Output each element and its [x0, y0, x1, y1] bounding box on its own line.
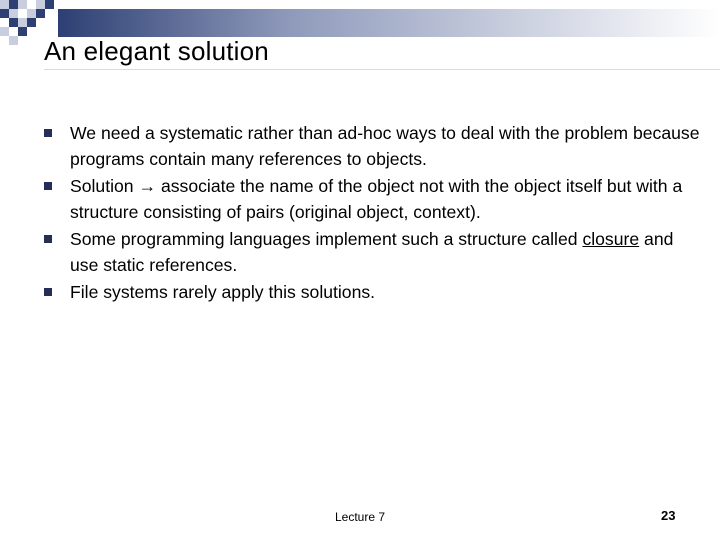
- bullet-text: Some programming languages implement such a structure called: [70, 229, 583, 249]
- bullet-text: File systems rarely apply this solutions.: [70, 282, 376, 302]
- bullet-text: We need a systematic rather than ad-hoc ways to deal with the problem because programs contain many references to objects.: [70, 123, 700, 169]
- square-bullet-icon: [44, 182, 52, 190]
- bullet-item: [44, 226, 704, 278]
- square-bullet-icon: [44, 288, 52, 296]
- bullet-item: [44, 173, 704, 225]
- header-gradient-bar: [58, 9, 720, 37]
- closure-term: closure: [582, 229, 640, 249]
- right-arrow-icon: →: [138, 176, 157, 196]
- square-bullet-icon: [44, 129, 52, 137]
- title-divider: [44, 69, 720, 70]
- bullet-text: and use static references.: [70, 229, 674, 275]
- slide-title: An elegant solution: [44, 36, 269, 66]
- page-number: 23: [661, 508, 676, 523]
- bullet-list: [44, 120, 704, 306]
- footer-lecture-label: Lecture 7: [335, 510, 386, 524]
- square-bullet-icon: [44, 235, 52, 243]
- bullet-text: associate the name of the object not with the object itself but with a structure consisting of pairs (original object, context).: [70, 176, 683, 222]
- bullet-text: Solution: [70, 176, 139, 196]
- bullet-item: [44, 279, 704, 305]
- bullet-item: [44, 120, 704, 172]
